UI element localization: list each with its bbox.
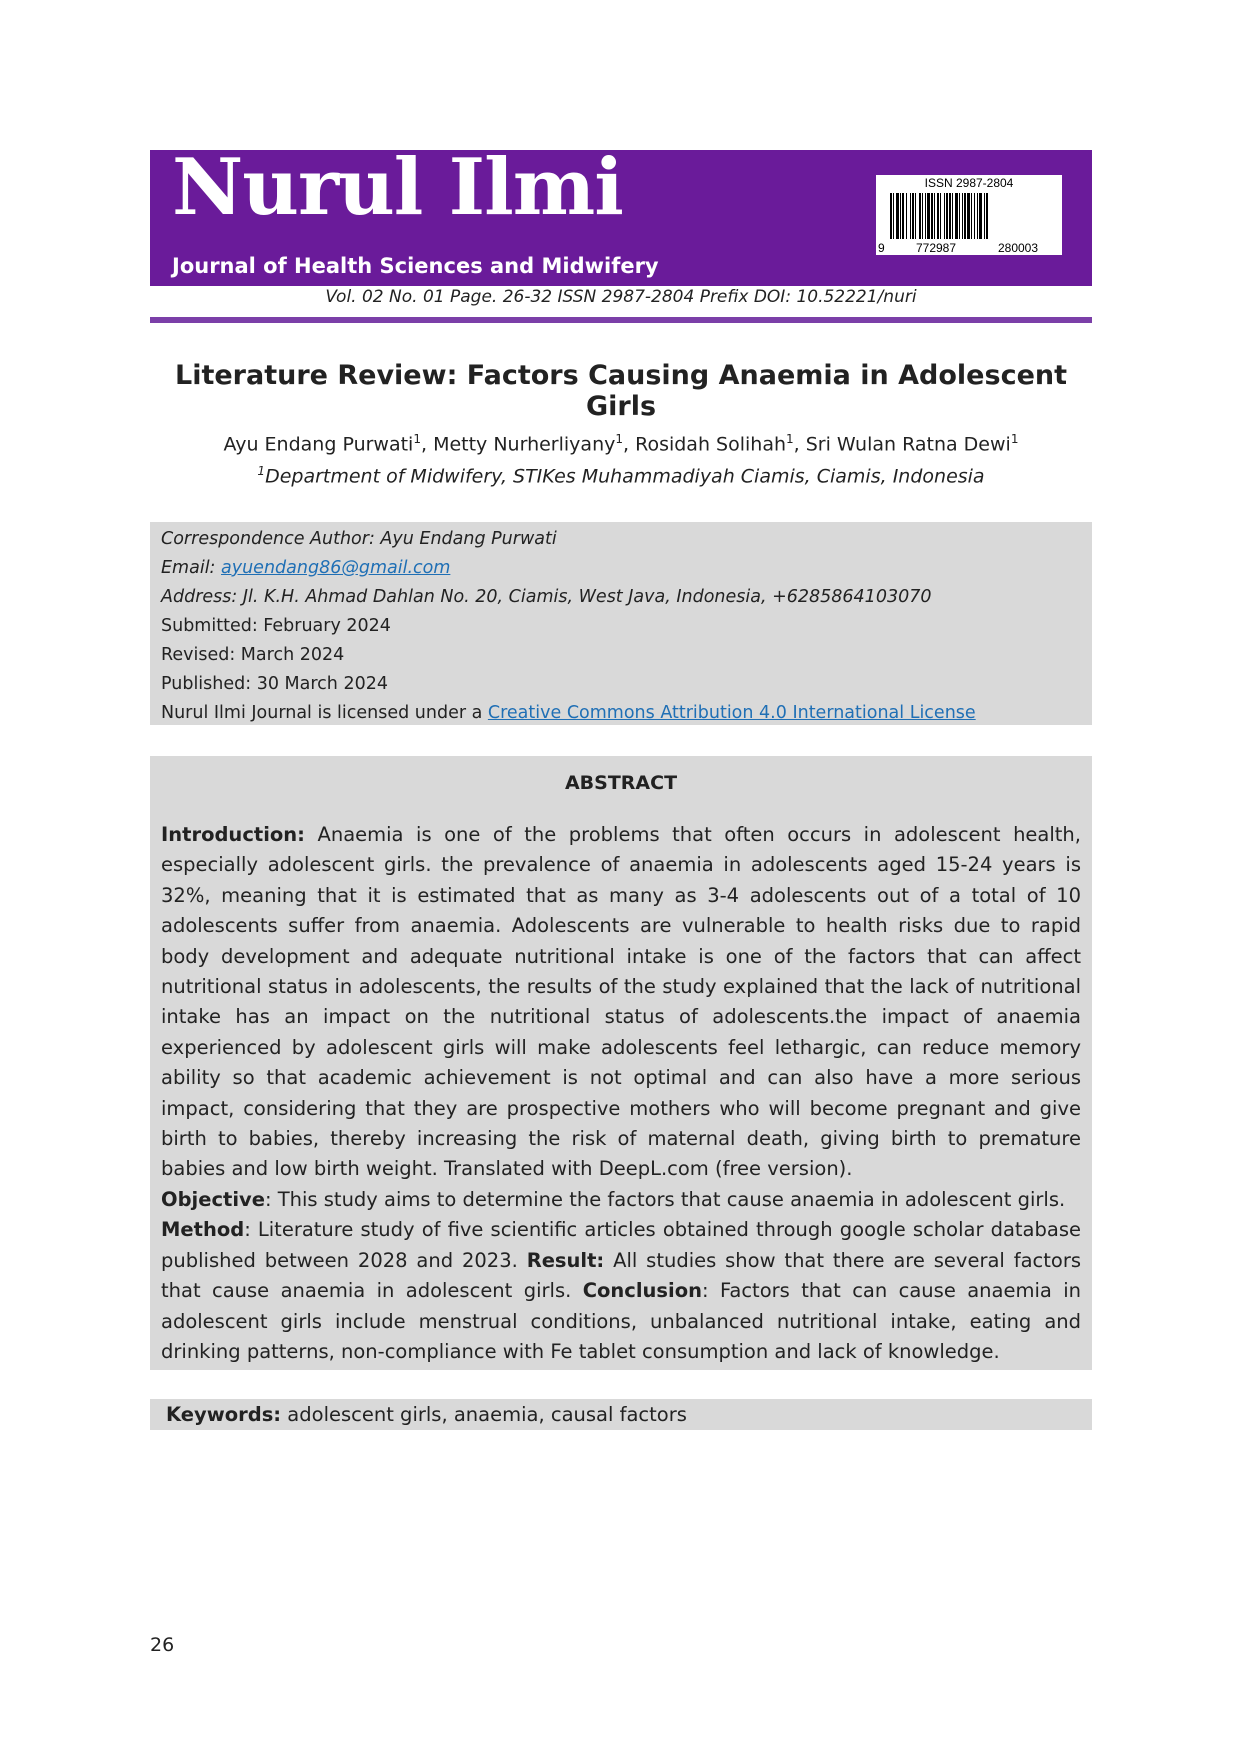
address-line: Address: Jl. K.H. Ahmad Dahlan No. 20, Ciamis, West Java, Indonesia, +6285864103070 <box>161 587 932 607</box>
email-link[interactable]: ayuendang86@gmail.com <box>221 558 451 578</box>
barcode-bar <box>974 193 975 239</box>
barcode-bar <box>931 193 933 239</box>
introduction-label: Introduction: <box>161 823 305 846</box>
barcode-bar <box>952 193 953 239</box>
license-line <box>161 699 1081 728</box>
license-link[interactable]: Creative Commons Attribution 4.0 International License <box>487 703 976 723</box>
issn-barcode <box>876 175 1062 255</box>
volume-line: Vol. 02 No. 01 Page. 26-32 ISSN 2987-2804 Prefix DOI: 10.52221/nuri <box>325 287 917 307</box>
barcode-bar <box>915 193 916 239</box>
author-superscript: 1 <box>413 432 421 446</box>
result-label: Result: <box>526 1248 605 1272</box>
author-list: Ayu Endang Purwati$^1$, Metty Nurherliyany$^1$, Rosidah Solihah$^1$, Sri Wulan Ratna Dewi$^1$ <box>223 432 1019 456</box>
barcode-bar <box>979 193 982 239</box>
barcode-digit-lead: 9 <box>878 241 885 255</box>
barcode-bar <box>971 193 972 239</box>
barcode-bar <box>906 193 907 239</box>
keywords-box <box>150 1399 1092 1430</box>
journal-name: Nurul Ilmi <box>172 142 623 233</box>
author-name: Rosidah Solihah <box>635 433 786 456</box>
affiliation <box>150 464 1092 487</box>
correspondence-box <box>150 522 1092 725</box>
author-superscript: 1 <box>1010 432 1019 446</box>
barcode-bar <box>919 193 921 239</box>
affiliation-superscript: 1 <box>257 464 266 478</box>
journal-banner <box>150 142 1092 286</box>
conclusion-text: : Factors that can cause anaemia in adolescent girls include menstrual conditions, unbalanced nutritional intake, eating and drinking patterns, non-compliance with Fe tablet consumption and lack of knowledge. <box>161 1279 1081 1363</box>
barcode-bar <box>944 193 945 239</box>
barcode-digit-group-left: 772987 <box>915 241 957 255</box>
barcode-bar <box>984 193 985 239</box>
author-superscript: 1 <box>615 432 623 446</box>
barcode-bar <box>927 193 930 239</box>
introduction-text: Anaemia is one of the problems that often occurs in adolescent health, especially adolescent girls. the prevalence of anaemia in adolescents aged 15-24 years is 32%, meaning that it is estimated that as many as 3-4 adolescents out of a total of 10 adolescents suffer from anaemia. Adolescents are vulnerable to health risks due to rapid body development and adequate nutritional intake is one of the factors that can affect nutritional status in adolescents, the results of the study explained that the lack of nutritional intake has an impact on the nutritional status of adolescents.the impact of anaemia experienced by adolescent girls will make adolescents feel lethargic, can reduce memory ability so that academic achievement is not optimal and can also have a more serious impact, considering that they are prospective mothers who will become pregnant and give birth to babies, thereby increasing the risk of maternal death, giving birth to premature babies and low birth weight. Translated with DeepL.com (free version). <box>161 823 1081 1181</box>
barcode-bar <box>986 193 988 239</box>
barcode-bar <box>940 193 941 239</box>
published-date: Published: 30 March 2024 <box>161 674 388 694</box>
barcode-bar <box>962 193 963 239</box>
email-line <box>161 554 1081 583</box>
paper-title: Literature Review: Factors Causing Anaemia in Adolescent Girls <box>174 360 1068 422</box>
barcode-bar <box>912 193 914 239</box>
conclusion-label: Conclusion <box>582 1279 702 1303</box>
email-label: Email: <box>161 558 222 578</box>
keywords-label: Keywords: <box>166 1403 282 1426</box>
barcode-issn-text: ISSN 2987-2804 <box>924 176 1014 190</box>
barcode-bar <box>893 193 894 239</box>
barcode-digit-group-right: 280003 <box>997 241 1039 255</box>
barcode-bar <box>910 193 911 239</box>
barcode-bar <box>977 193 978 239</box>
barcode-bar <box>922 193 923 239</box>
barcode-bar <box>937 193 939 239</box>
barcode-bar <box>925 193 926 239</box>
license-prefix: Nurul Ilmi Journal is licensed under a <box>161 703 488 723</box>
barcode-bar <box>967 193 970 239</box>
barcode-bar <box>955 193 958 239</box>
abstract-heading: ABSTRACT <box>564 772 678 794</box>
abstract-body <box>161 820 1081 1367</box>
affiliation-text: Department of Midwifery, STIKes Muhammadiyah Ciamis, Ciamis, Indonesia <box>265 465 985 488</box>
barcode-bar <box>946 193 948 239</box>
author-superscript: 1 <box>786 432 794 446</box>
barcode-icon <box>876 175 1062 255</box>
submitted-date: Submitted: February 2024 <box>161 616 391 636</box>
barcode-bar <box>959 193 960 239</box>
barcode-bar <box>949 193 951 239</box>
page-number: 26 <box>150 1634 175 1656</box>
barcode-bar <box>890 193 892 239</box>
abstract-box <box>150 756 1092 1370</box>
barcode-bar <box>934 193 935 239</box>
barcode-bar <box>896 193 899 239</box>
keywords-text: adolescent girls, anaemia, causal factors <box>281 1403 687 1426</box>
revised-date: Revised: March 2024 <box>161 645 345 665</box>
barcode-bar <box>964 193 966 239</box>
author-name: Metty Nurherliyany <box>433 433 616 456</box>
objective-label: Objective <box>161 1187 265 1211</box>
header-divider <box>150 317 1092 323</box>
correspondence-author: Correspondence Author: Ayu Endang Purwati <box>161 529 557 549</box>
author-name: Sri Wulan Ratna Dewi <box>805 433 1011 456</box>
method-label: Method <box>161 1218 245 1242</box>
method-text: : Literature study of five scientific articles obtained through google scholar database published between 2028 and 2023. <box>161 1218 1081 1272</box>
result-text: All studies show that there are several factors that cause anaemia in adolescent girls. <box>161 1248 1082 1303</box>
objective-text: : This study aims to determine the factors that cause anaemia in adolescent girls. <box>264 1187 1066 1211</box>
journal-subtitle: Journal of Health Sciences and Midwifery <box>172 254 659 278</box>
author-name: Ayu Endang Purwati <box>223 433 414 456</box>
barcode-bar <box>900 193 901 239</box>
barcode-bar <box>902 193 904 239</box>
